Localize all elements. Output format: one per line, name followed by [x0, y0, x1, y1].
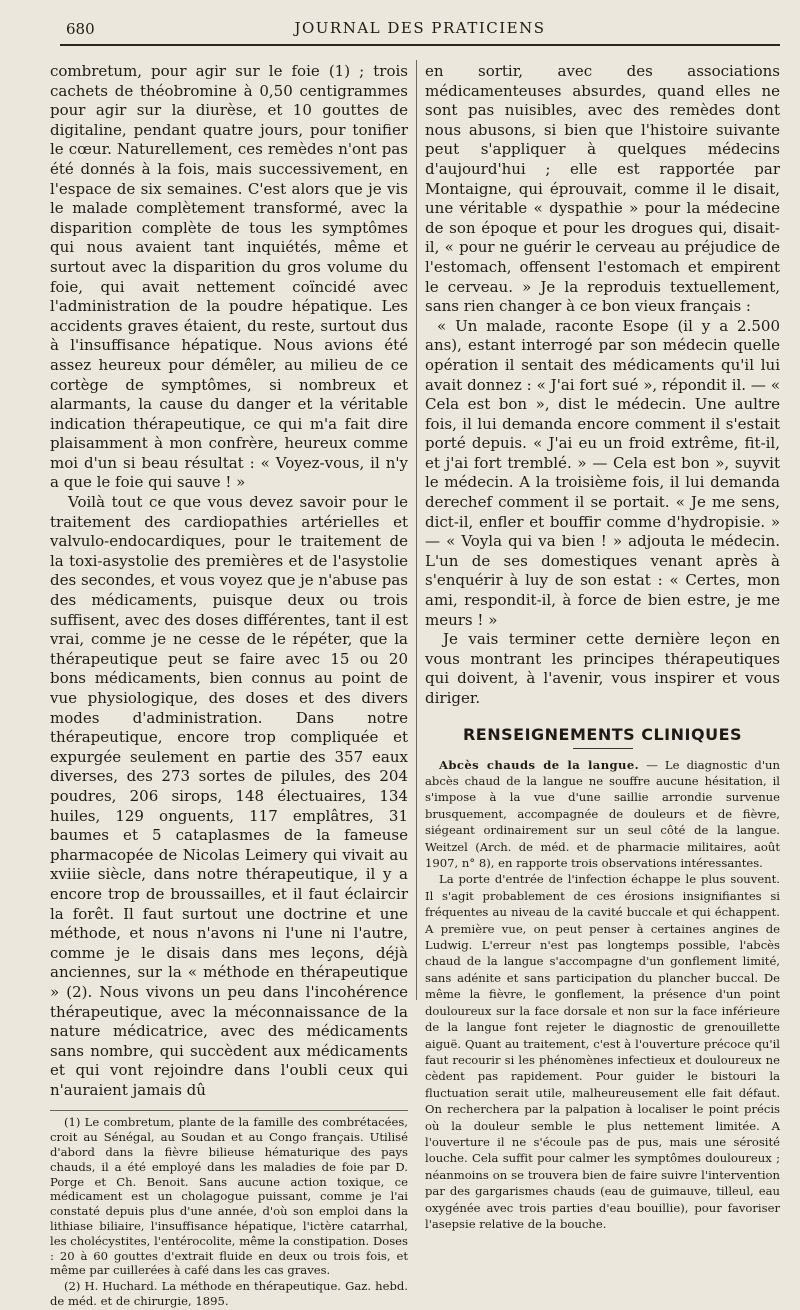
article-runin-title: Abcès chauds de la langue. [439, 757, 640, 772]
running-header [60, 18, 780, 46]
body-paragraph: Voilà tout ce que vous devez savoir pour le traitement des cardiopathies artérielles et valvulo-endocardiques, pour le traitement de la toxi-asystolie des premières et de l'asystolie des secondes, et vous voyez que je n'abuse pas des médicaments, puisque deux ou trois suffisent, avec des doses différentes, tant il est vrai, comme je ne cesse de le répéter, que la thérapeutique peut se faire avec 15 ou 20 bons médicaments, bien connus au point de vue physiologique, des doses et des divers modes d'administration. Dans notre thérapeutique, encore trop compliquée et expurgée seulement en partie des 357 eaux diverses, des 273 sortes de pilules, des 204 poudres, 206 sirops, 148 électuaires, 134 huiles, 129 onguents, 117 emplâtres, 31 baumes et 5 cataplasmes de la fameuse pharmacopée de Nicolas Leimery qui vivait au xviiie siècle, dans notre thérapeutique, il y a encore trop de broussailles, et il faut éclaircir la forêt. Il faut surtout une doctrine et une méthode, et nous n'avons ni l'une ni l'autre, comme je le disais dans mes leçons, déjà anciennes, sur la « méthode en thérapeutique » (2). Nous vivons un peu dans l'incohérence thérapeutique, avec la méconnaissance de la nature médicatrice, avec des médicaments sans nombre, qui succèdent aux médicaments et qui vont rejoindre dans l'oubli ceux qui n'auraient jamais dû [50, 493, 408, 1099]
body-paragraph: combretum, pour agir sur le foie (1) ; trois cachets de théobromine à 0,50 centigrammes pour agir sur la diurèse, et 10 gouttes de digitaline, pendant quatre jours, pour tonifier le cœur. Naturellement, ces remèdes n'ont pas été donnés à la fois, mais successivement, en l'espace de six semaines. C'est alors que je vis le malade complètement transformé, avec la disparition complète de tous les symptômes qui nous avaient tant inquiétés, même et surtout avec la disparition du gros volume du foie, qui avait nettement coïncidé avec l'administration de la poudre hépatique. Les accidents graves étaient, du reste, surtout dus à l'insuffisance hépatique. Nous avions été assez heureux pour démêler, au milieu de ce cortège de symptômes, si nombreux et alarmants, la cause du danger et la véritable indication thérapeutique, ce qui m'a fait dire plaisamment à mon confrère, heureux comme moi d'un si beau résultat : « Voyez-vous, il n'y a que le foie qui sauve ! » [50, 62, 408, 492]
section-title: RENSEIGNEMENTS CLINIQUES [462, 724, 743, 744]
footnotes [50, 1110, 408, 1308]
body-paragraph: en sortir, avec des associations médicamenteuses absurdes, quand elles ne sont pas nuisibles, avec des remèdes dont nous abusons, si bien que l'histoire suivante peut s'appliquer à quelques médecins d'aujourd'hui ; elle est rapportée par Montaigne, qui éprouvait, comme il le disait, une véritable « dyspathie » pour la médecine de son époque et pour les drogues qui, disait-il, « pour ne guérir le cerveau au préjudice de l'estomach, offensent l'estomach et empirent le cerveau. » Je la reproduis textuellement, sans rien changer à ce bon vieux français : [425, 62, 780, 316]
article-text: — Le diagnostic d'un abcès chaud de la langue ne souffre aucune hésitation, il s'impose à la vue d'une saillie arrondie survenue brusquement, accompagnée de douleurs et de fièvre, siégeant ordinairement sur un seul côté de la langue. Weitzel (Arch. de méd. et de pharmacie militaires, août 1907, n° 8), en rapporte trois observations intéressantes. [425, 757, 780, 871]
footnote: (2) H. Huchard. La méthode en thérapeutique. Gaz. hebd. de méd. et de chirurgie, 1895. [50, 1279, 408, 1309]
left-column [50, 62, 408, 1310]
page-number: 680 [66, 20, 95, 38]
footnote: (1) Le combretum, plante de la famille des combrétacées, croit au Sénégal, au Soudan et au Congo français. Utilisé d'abord dans la fièvre bilieuse hématurique des pays chauds, il a été employé dans les maladies de foie par D. Porge et Ch. Benoit. Sans aucune action toxique, ce médicament est un cholagogue puissant, comme je l'ai constaté depuis plus d'une année, d'où son emploi dans la lithiase biliaire, l'insuffisance hépatique, l'ictère catarrhal, les cholécystites, l'entérocolite, même la constipation. Doses : 20 à 60 gouttes d'extrait fluide en deux ou trois fois, et même par cuillerées à café dans les cas graves. [50, 1115, 408, 1278]
column-divider [416, 60, 417, 1000]
section-rule [573, 748, 633, 749]
clinical-paragraph [425, 757, 780, 872]
clinical-paragraph: La porte d'entrée de l'infection échappe le plus souvent. Il s'agit probablement de ces érosions insignifiantes si fréquentes au niveau de la cavité buccale et qui échappent. A première vue, on peut penser à certaines angines de Ludwig. L'erreur n'est pas longtemps possible, l'abcès chaud de la langue s'accompagne d'un gonflement limité, sans adénite et sans participation du plancher buccal. De même la fièvre, le gonflement, la présence d'un point douloureux sur la face dorsale et non sur la face inférieure de la langue font rejeter le diagnostic de grenouillette aiguë. Quant au traitement, c'est à l'ouverture précoce qu'il faut recourir si les phénomènes infectieux et douloureux ne cèdent pas rapidement. Pour guider le bistouri la fluctuation serait utile, malheureusement elle fait défaut. On recherchera par la palpation à localiser le point précis où la douleur semble le plus nettement limitée. A l'ouverture il ne s'écoule pas de pus, mais une sérosité louche. Cela suffit pour calmer les symptômes douloureux ; néanmoins on se trouvera bien de faire suivre l'intervention par des gargarismes chauds (eau de guimauve, tilleul, eau oxygénée avec trois parties d'eau bouillie), pour favoriser l'asepsie relative de la bouche. [425, 872, 780, 1231]
right-column [425, 62, 780, 1232]
body-paragraph: Je vais terminer cette dernière leçon en vous montrant les principes thérapeutiques qui doivent, à l'avenir, vous inspirer et vous diriger. [425, 630, 780, 707]
quotation-paragraph: « Un malade, raconte Esope (il y a 2.500 ans), estant interrogé par son médecin quelle opération il sentait des médicaments qu'il lui avait donnez : « J'ai fort sué », répondit il. — « Cela est bon », dist le médecin. Une aultre fois, il lui demanda encore comment il s'estait porté depuis. « J'ai eu un froid extrême, fit-il, et j'ai fort tremblé. » — Cela est bon », suyvit le médecin. A la troisième fois, il lui demanda derechef comment il se portait. « Je me sens, dict-il, enfler et bouffir comme d'hydropisie. » — « Voyla qui va bien ! » adjouta le médecin. L'un de ses domestiques venant après à s'enquérir à luy de son estat : « Certes, mon ami, respondit-il, à force de bien estre, je me meurs ! » [425, 316, 780, 629]
journal-title: JOURNAL DES PRATICIENS [294, 19, 546, 37]
